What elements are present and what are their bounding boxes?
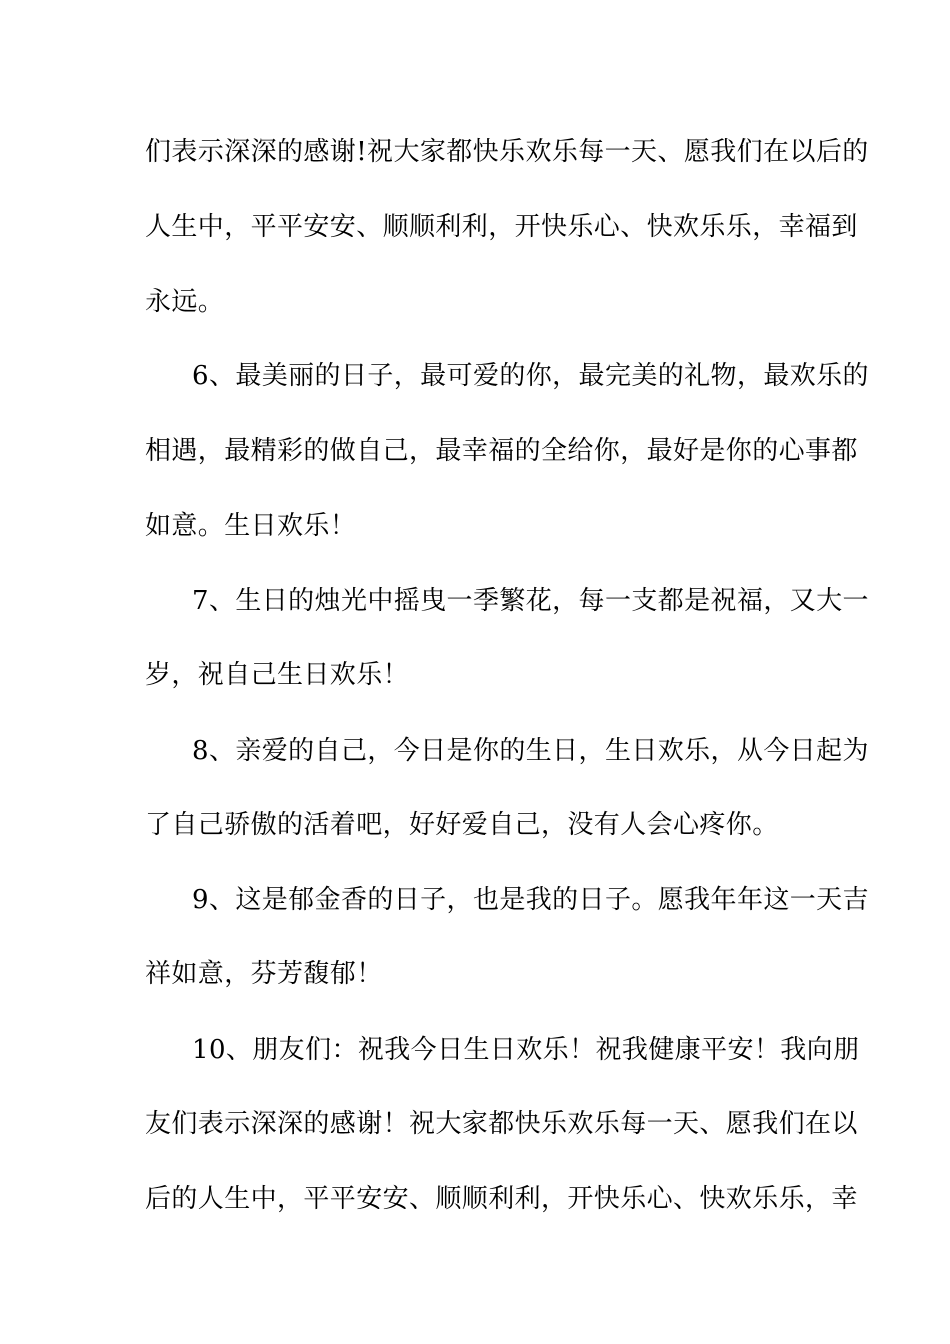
paragraph-line: 们表示深深的感谢!祝大家都快乐欢乐每一天、愿我们在以后的 (145, 137, 869, 167)
paragraph-line: 友们表示深深的感谢！祝大家都快乐欢乐每一天、愿我们在以 (145, 1109, 858, 1139)
paragraph-line: 如意。生日欢乐！ (145, 511, 357, 541)
paragraph-line: 10、朋友们：祝我今日生日欢乐！祝我健康平安！我向朋 (192, 1035, 860, 1065)
paragraph-line: 相遇，最精彩的做自己，最幸福的全给你，最好是你的心事都 (145, 436, 858, 466)
paragraph-line: 8、亲爱的自己，今日是你的生日，生日欢乐，从今日起为 (192, 736, 869, 766)
paragraph-line: 人生中，平平安安、顺顺利利，开快乐心、快欢乐乐，幸福到 (145, 212, 858, 242)
paragraph-line: 永远。 (145, 287, 225, 317)
paragraph-line: 9、这是郁金香的日子，也是我的日子。愿我年年这一天吉 (192, 885, 869, 915)
paragraph-line: 后的人生中，平平安安、顺顺利利，开快乐心、快欢乐乐，幸 (145, 1184, 858, 1214)
paragraph-line: 祥如意，芬芳馥郁！ (145, 959, 383, 989)
paragraph-line: 了自己骄傲的活着吧，好好爱自己，没有人会心疼你。 (145, 810, 779, 840)
paragraph-line: 岁，祝自己生日欢乐！ (145, 660, 410, 690)
paragraph-line: 7、生日的烛光中摇曳一季繁花，每一支都是祝福，又大一 (192, 586, 869, 616)
paragraph-line: 6、最美丽的日子，最可爱的你，最完美的礼物，最欢乐的 (192, 361, 869, 391)
